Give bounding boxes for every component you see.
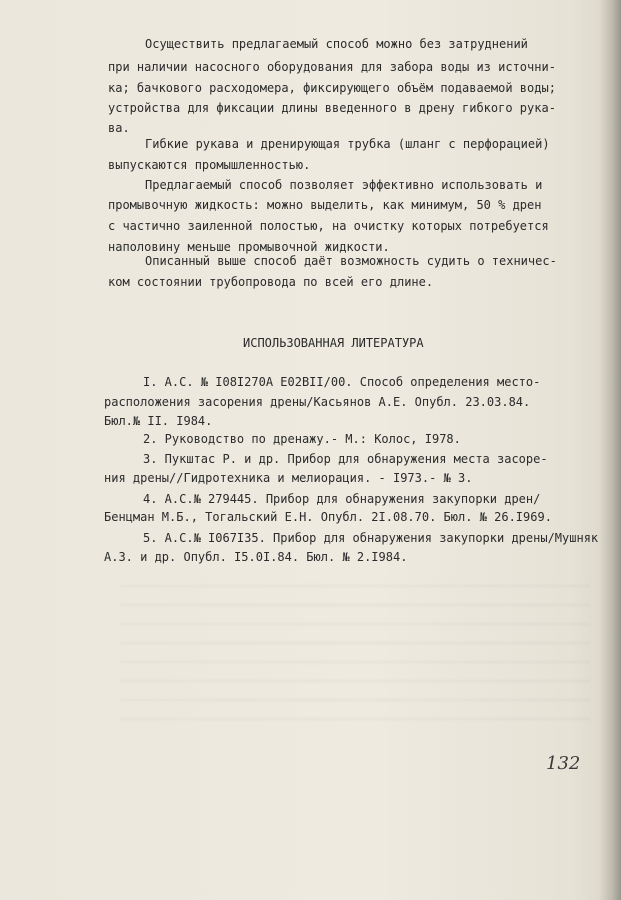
body-line: Предлагаемый способ позволяет эффективно использовать и <box>145 178 543 192</box>
reference-line: 3. Пукштас Р. и др. Прибор для обнаружения места засоре- <box>143 452 548 466</box>
reference-line: 2. Руководство по дренажу.- М.: Колос, I978. <box>143 432 461 446</box>
reference-line: I. А.С. № I08I270А E02BII/00. Способ определения место- <box>143 375 541 389</box>
body-line: при наличии насосного оборудования для забора воды из источни- <box>108 60 556 74</box>
reference-line: 4. А.С.№ 279445. Прибор для обнаружения закупорки дрен/ <box>143 492 541 506</box>
body-line: устройства для фиксации длины введенного в дрену гибкого рука- <box>108 101 556 115</box>
body-line: ком состоянии трубопровода по всей его длине. <box>108 275 434 289</box>
bleed-through-text <box>120 570 590 720</box>
body-line: с частично заиленной полостью, на очистку которых потребуется <box>108 219 549 233</box>
body-line: ка; бачкового расходомера, фиксирующего объём подаваемой воды; <box>108 81 556 95</box>
body-line: промывочную жидкость: можно выделить, как минимум, 50 % дрен <box>108 198 542 212</box>
body-line: наполовину меньше промывочной жидкости. <box>108 240 390 254</box>
page-edge-shadow <box>599 0 621 900</box>
page-number: 132 <box>546 753 581 774</box>
body-line: Описанный выше способ даёт возможность судить о техничес- <box>145 254 557 268</box>
body-line: ва. <box>108 121 130 135</box>
reference-line: Бюл.№ II. I984. <box>104 414 213 428</box>
body-line: выпускаются промышленностью. <box>108 158 311 172</box>
reference-line: 5. А.С.№ I067I35. Прибор для обнаружения закупорки дрены/Мушняк А.З. и др. Опубл. I5.0I.84. Бюл. № 2.I984. <box>104 531 599 564</box>
reference-line: Бенцман М.Б., Тогальский Е.Н. Опубл. 2I.08.70. Бюл. № 26.I969. <box>104 510 552 524</box>
references-heading: ИСПОЛЬЗОВАННАЯ ЛИТЕРАТУРА <box>243 336 424 350</box>
body-line: Осуществить предлагаемый способ можно без затруднений <box>145 37 528 51</box>
reference-line: расположения засорения дрены/Касьянов А.Е. Опубл. 23.03.84. <box>104 395 531 409</box>
reference-line: ния дрены//Гидротехника и мелиорация. - I973.- № 3. <box>104 471 473 485</box>
body-line: Гибкие рукава и дренирующая трубка (шланг с перфорацией) <box>145 137 550 151</box>
